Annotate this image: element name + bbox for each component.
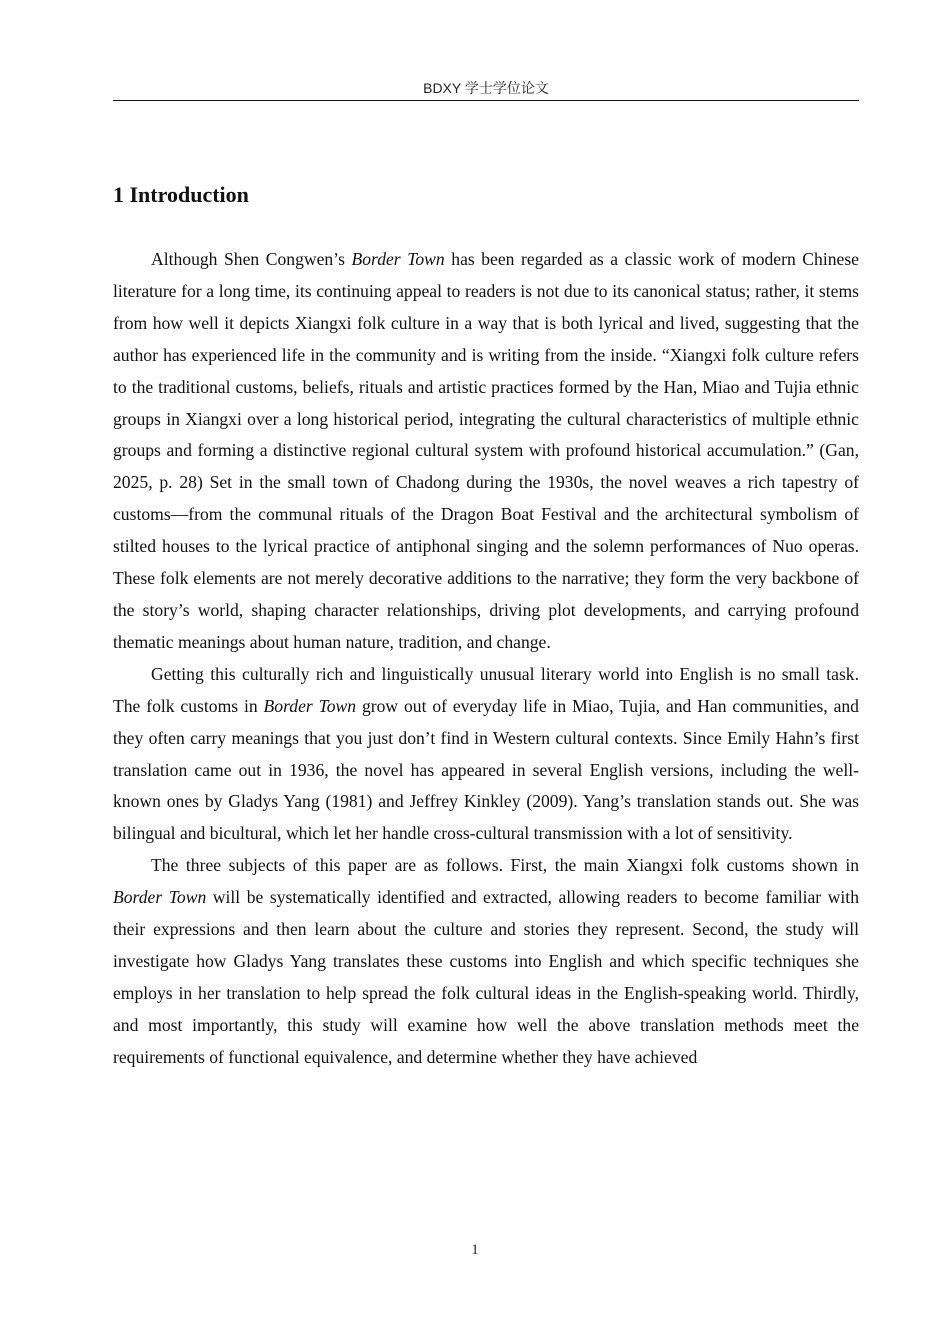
paragraph-2 — [113, 659, 859, 850]
section-title: 1 Introduction — [113, 182, 249, 207]
book-title: Border Town — [263, 695, 357, 716]
page-number: 1 — [471, 1242, 479, 1258]
body-text — [113, 244, 859, 1074]
paragraph-1 — [113, 244, 859, 659]
paragraph-3-text-b: will be systematically identified and extracted, allowing readers to become familiar with their expressions and then learn about the culture and stories they represent. Second, the study will investigate how Gladys Yang translates these customs into English and which specific techniques she employs in her translation to help spread the folk cultural ideas in the English-speaking world. Thirdly, and most importantly, this study will examine how well the above translation methods meet the requirements of functional equivalence, and determine whether they have achieved — [113, 887, 859, 1067]
paragraph-3-text-a: The three subjects of this paper are as follows. First, the main Xiangxi folk customs shown in — [151, 855, 859, 876]
running-header: BDXY 学士学位论文 — [423, 80, 549, 96]
paragraph-2-text-a: Getting this culturally rich and linguistically unusual literary world into English is no small task. The folk customs in — [113, 663, 859, 716]
paragraph-2-text-b: grow out of everyday life in Miao, Tujia, and Han communities, and they often carry meanings that you just don’t find in Western cultural contexts. Since Emily Hahn’s first translation came out in 1936, the novel has appeared in several English versions, including the well-known ones by Gladys Yang (1981) and Jeffrey Kinkley (2009). Yang’s translation stands out. She was bilingual and bicultural, which let her handle cross-cultural transmission with a lot of sensitivity. — [113, 695, 859, 844]
paragraph-1-text-a: Although Shen Congwen’s — [151, 249, 352, 269]
book-title: Border Town — [113, 887, 207, 908]
header-rule — [113, 100, 859, 101]
paragraph-3 — [113, 850, 859, 1073]
book-title: Border Town — [351, 249, 445, 269]
paragraph-1-text-b: has been regarded as a classic work of modern Chinese literature for a long time, its continuing appeal to readers is not due to its canonical status; rather, it stems from how well it depicts Xiangxi folk culture in a way that is both lyrical and lived, suggesting that the author has experienced life in the community and is writing from the inside. “Xiangxi folk culture refers to the traditional customs, beliefs, rituals and artistic practices formed by the Han, Miao and Tujia ethnic groups in Xiangxi over a long historical period, integrating the cultural characteristics of multiple ethnic groups and forming a distinctive regional cultural system with profound historical accumulation.” (Gan, 2025, p. 28) Set in the small town of Chadong during the 1930s, the novel weaves a rich tapestry of customs—from the communal rituals of the Dragon Boat Festival and the architectural symbolism of stilted houses to the lyrical practice of antiphonal singing and the solemn performances of Nuo operas. These folk elements are not merely decorative additions to the narrative; they form the very backbone of the story’s world, shaping character relationships, driving plot developments, and carrying profound thematic meanings about human nature, tradition, and change. — [113, 249, 859, 652]
